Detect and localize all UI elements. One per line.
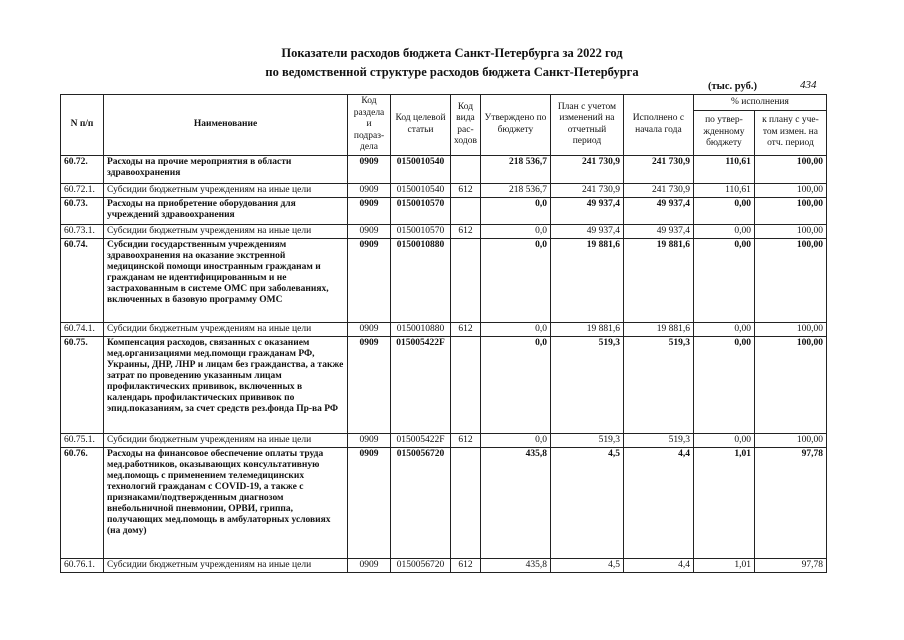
row-plan: 519,3 xyxy=(550,433,623,447)
row-approved: 218 536,7 xyxy=(480,155,550,183)
row-plan: 49 937,4 xyxy=(550,224,623,238)
row-num: 60.72.1. xyxy=(61,183,104,197)
row-name: Расходы на приобретение оборудования для учреждений здравоохранения xyxy=(104,197,348,224)
row-executed: 4,4 xyxy=(623,447,693,558)
row-target-code: 0150010540 xyxy=(391,183,451,197)
row-pct-budget: 1,01 xyxy=(693,447,754,558)
row-pct-budget: 0,00 xyxy=(693,197,754,224)
row-executed: 49 937,4 xyxy=(623,224,693,238)
row-approved: 435,8 xyxy=(480,558,550,572)
table-row-item xyxy=(61,558,827,572)
row-name: Субсидии бюджетным учреждениям на иные цели xyxy=(104,322,348,336)
header-target-code: Код целевой статьи xyxy=(391,95,451,156)
row-executed: 519,3 xyxy=(623,433,693,447)
row-approved: 0,0 xyxy=(480,336,550,433)
row-name: Субсидии бюджетным учреждениям на иные цели xyxy=(104,433,348,447)
row-num: 60.76.1. xyxy=(61,558,104,572)
row-pct-plan: 100,00 xyxy=(754,238,826,322)
row-name: Субсидии бюджетным учреждениям на иные цели xyxy=(104,224,348,238)
row-num: 60.73. xyxy=(61,197,104,224)
header-executed: Исполнено с начала года xyxy=(623,95,693,156)
table-row-group xyxy=(61,155,827,183)
row-pct-budget: 110,61 xyxy=(693,155,754,183)
row-kind-code: 612 xyxy=(451,433,481,447)
row-plan: 49 937,4 xyxy=(550,197,623,224)
table-row-group xyxy=(61,238,827,322)
header-name: Наименование xyxy=(104,95,348,156)
row-num: 60.74. xyxy=(61,238,104,322)
row-approved: 0,0 xyxy=(480,433,550,447)
row-executed: 49 937,4 xyxy=(623,197,693,224)
row-num: 60.75.1. xyxy=(61,433,104,447)
header-pct-plan: к плану с уче-том измен. на отч. период xyxy=(754,110,826,155)
header-kind-code: Код вида рас-ходов xyxy=(451,95,481,156)
row-plan: 241 730,9 xyxy=(550,183,623,197)
row-pct-plan: 100,00 xyxy=(754,224,826,238)
row-target-code: 0150010880 xyxy=(391,238,451,322)
row-executed: 19 881,6 xyxy=(623,322,693,336)
row-name: Субсидии бюджетным учреждениям на иные цели xyxy=(104,558,348,572)
row-target-code: 015005422F xyxy=(391,433,451,447)
page-number: 434 xyxy=(800,79,817,91)
report-title-line1: Показатели расходов бюджета Санкт-Петербурга за 2022 год xyxy=(281,46,623,60)
table-row-item xyxy=(61,183,827,197)
row-approved: 435,8 xyxy=(480,447,550,558)
row-pct-plan: 100,00 xyxy=(754,183,826,197)
table-row-item xyxy=(61,224,827,238)
row-kind-code: 612 xyxy=(451,558,481,572)
row-target-code: 0150010880 xyxy=(391,322,451,336)
units-label: (тыс. руб.) xyxy=(708,81,757,92)
row-section-code: 0909 xyxy=(348,558,391,572)
row-num: 60.74.1. xyxy=(61,322,104,336)
table-row-item xyxy=(61,433,827,447)
row-plan: 19 881,6 xyxy=(550,238,623,322)
row-plan: 19 881,6 xyxy=(550,322,623,336)
row-plan: 241 730,9 xyxy=(550,155,623,183)
row-pct-plan: 97,78 xyxy=(754,558,826,572)
row-name: Субсидии бюджетным учреждениям на иные цели xyxy=(104,183,348,197)
row-plan: 4,5 xyxy=(550,558,623,572)
row-approved: 0,0 xyxy=(480,197,550,224)
row-section-code: 0909 xyxy=(348,336,391,433)
header-pct-group: % исполнения xyxy=(693,95,826,111)
report-title-line2: по ведомственной структуре расходов бюджета Санкт-Петербурга xyxy=(265,65,639,79)
row-section-code: 0909 xyxy=(348,155,391,183)
row-num: 60.76. xyxy=(61,447,104,558)
row-kind-code: 612 xyxy=(451,224,481,238)
row-section-code: 0909 xyxy=(348,183,391,197)
row-num: 60.75. xyxy=(61,336,104,433)
row-pct-plan: 100,00 xyxy=(754,155,826,183)
row-name: Расходы на прочие мероприятия в области здравоохранения xyxy=(104,155,348,183)
row-target-code: 0150010540 xyxy=(391,155,451,183)
row-pct-budget: 0,00 xyxy=(693,322,754,336)
row-target-code: 015005422F xyxy=(391,336,451,433)
table-row-group xyxy=(61,336,827,433)
row-section-code: 0909 xyxy=(348,197,391,224)
row-name: Расходы на финансовое обеспечение оплаты труда мед.работников, оказывающих консультативную мед.помощь с применением телемедицинских технологий гражданам с COVID-19, а также с признаками/подтвержденным диагнозом внебольничной пневмонии, ОРВИ, гриппа, получающих мед.помощь в амбулаторных условиях (на дому) xyxy=(104,447,348,558)
table-row-group xyxy=(61,447,827,558)
row-pct-plan: 100,00 xyxy=(754,322,826,336)
header-num: N п/п xyxy=(61,95,104,156)
row-kind-code xyxy=(451,155,481,183)
row-executed: 519,3 xyxy=(623,336,693,433)
row-executed: 241 730,9 xyxy=(623,155,693,183)
header-pct-budget: по утвер-жденному бюджету xyxy=(693,110,754,155)
row-pct-budget: 0,00 xyxy=(693,433,754,447)
row-executed: 19 881,6 xyxy=(623,238,693,322)
row-num: 60.73.1. xyxy=(61,224,104,238)
row-kind-code: 612 xyxy=(451,322,481,336)
row-approved: 218 536,7 xyxy=(480,183,550,197)
header-section-code: Код раздела и подраз-дела xyxy=(348,95,391,156)
row-pct-budget: 110,61 xyxy=(693,183,754,197)
row-pct-budget: 0,00 xyxy=(693,336,754,433)
header-approved: Утверждено по бюджету xyxy=(480,95,550,156)
row-executed: 241 730,9 xyxy=(623,183,693,197)
row-name: Компенсация расходов, связанных с оказанием мед.организациями мед.помощи гражданам РФ, Украины, ДНР, ЛНР и лицам без гражданства, а также затрат по проведению указанным лицам профилактических прививок, включенных в календарь профилактических прививок по эпид.показаниям, за счет средств рез.фонда Пр-ва РФ xyxy=(104,336,348,433)
row-kind-code: 612 xyxy=(451,183,481,197)
row-name: Субсидии государственным учреждениям здравоохранения на оказание экстренной медицинской помощи иностранным гражданам и гражданам не идентифицированным и не застрахованным в системе ОМС при заболеваниях, включенных в базовую программу ОМС xyxy=(104,238,348,322)
row-pct-budget: 0,00 xyxy=(693,238,754,322)
row-section-code: 0909 xyxy=(348,322,391,336)
row-kind-code xyxy=(451,447,481,558)
row-plan: 519,3 xyxy=(550,336,623,433)
row-approved: 0,0 xyxy=(480,322,550,336)
row-num: 60.72. xyxy=(61,155,104,183)
table-row-item xyxy=(61,322,827,336)
row-pct-plan: 100,00 xyxy=(754,336,826,433)
row-section-code: 0909 xyxy=(348,224,391,238)
row-target-code: 0150010570 xyxy=(391,197,451,224)
header-plan: План с учетом изменений на отчетный период xyxy=(550,95,623,156)
row-target-code: 0150056720 xyxy=(391,447,451,558)
row-executed: 4,4 xyxy=(623,558,693,572)
row-pct-plan: 100,00 xyxy=(754,433,826,447)
row-pct-plan: 100,00 xyxy=(754,197,826,224)
row-section-code: 0909 xyxy=(348,447,391,558)
row-plan: 4,5 xyxy=(550,447,623,558)
row-section-code: 0909 xyxy=(348,433,391,447)
row-pct-plan: 97,78 xyxy=(754,447,826,558)
row-approved: 0,0 xyxy=(480,238,550,322)
table-row-group xyxy=(61,197,827,224)
row-approved: 0,0 xyxy=(480,224,550,238)
row-kind-code xyxy=(451,336,481,433)
row-kind-code xyxy=(451,197,481,224)
row-target-code: 0150056720 xyxy=(391,558,451,572)
row-pct-budget: 1,01 xyxy=(693,558,754,572)
row-section-code: 0909 xyxy=(348,238,391,322)
budget-table xyxy=(60,94,827,573)
row-pct-budget: 0,00 xyxy=(693,224,754,238)
row-kind-code xyxy=(451,238,481,322)
row-target-code: 0150010570 xyxy=(391,224,451,238)
